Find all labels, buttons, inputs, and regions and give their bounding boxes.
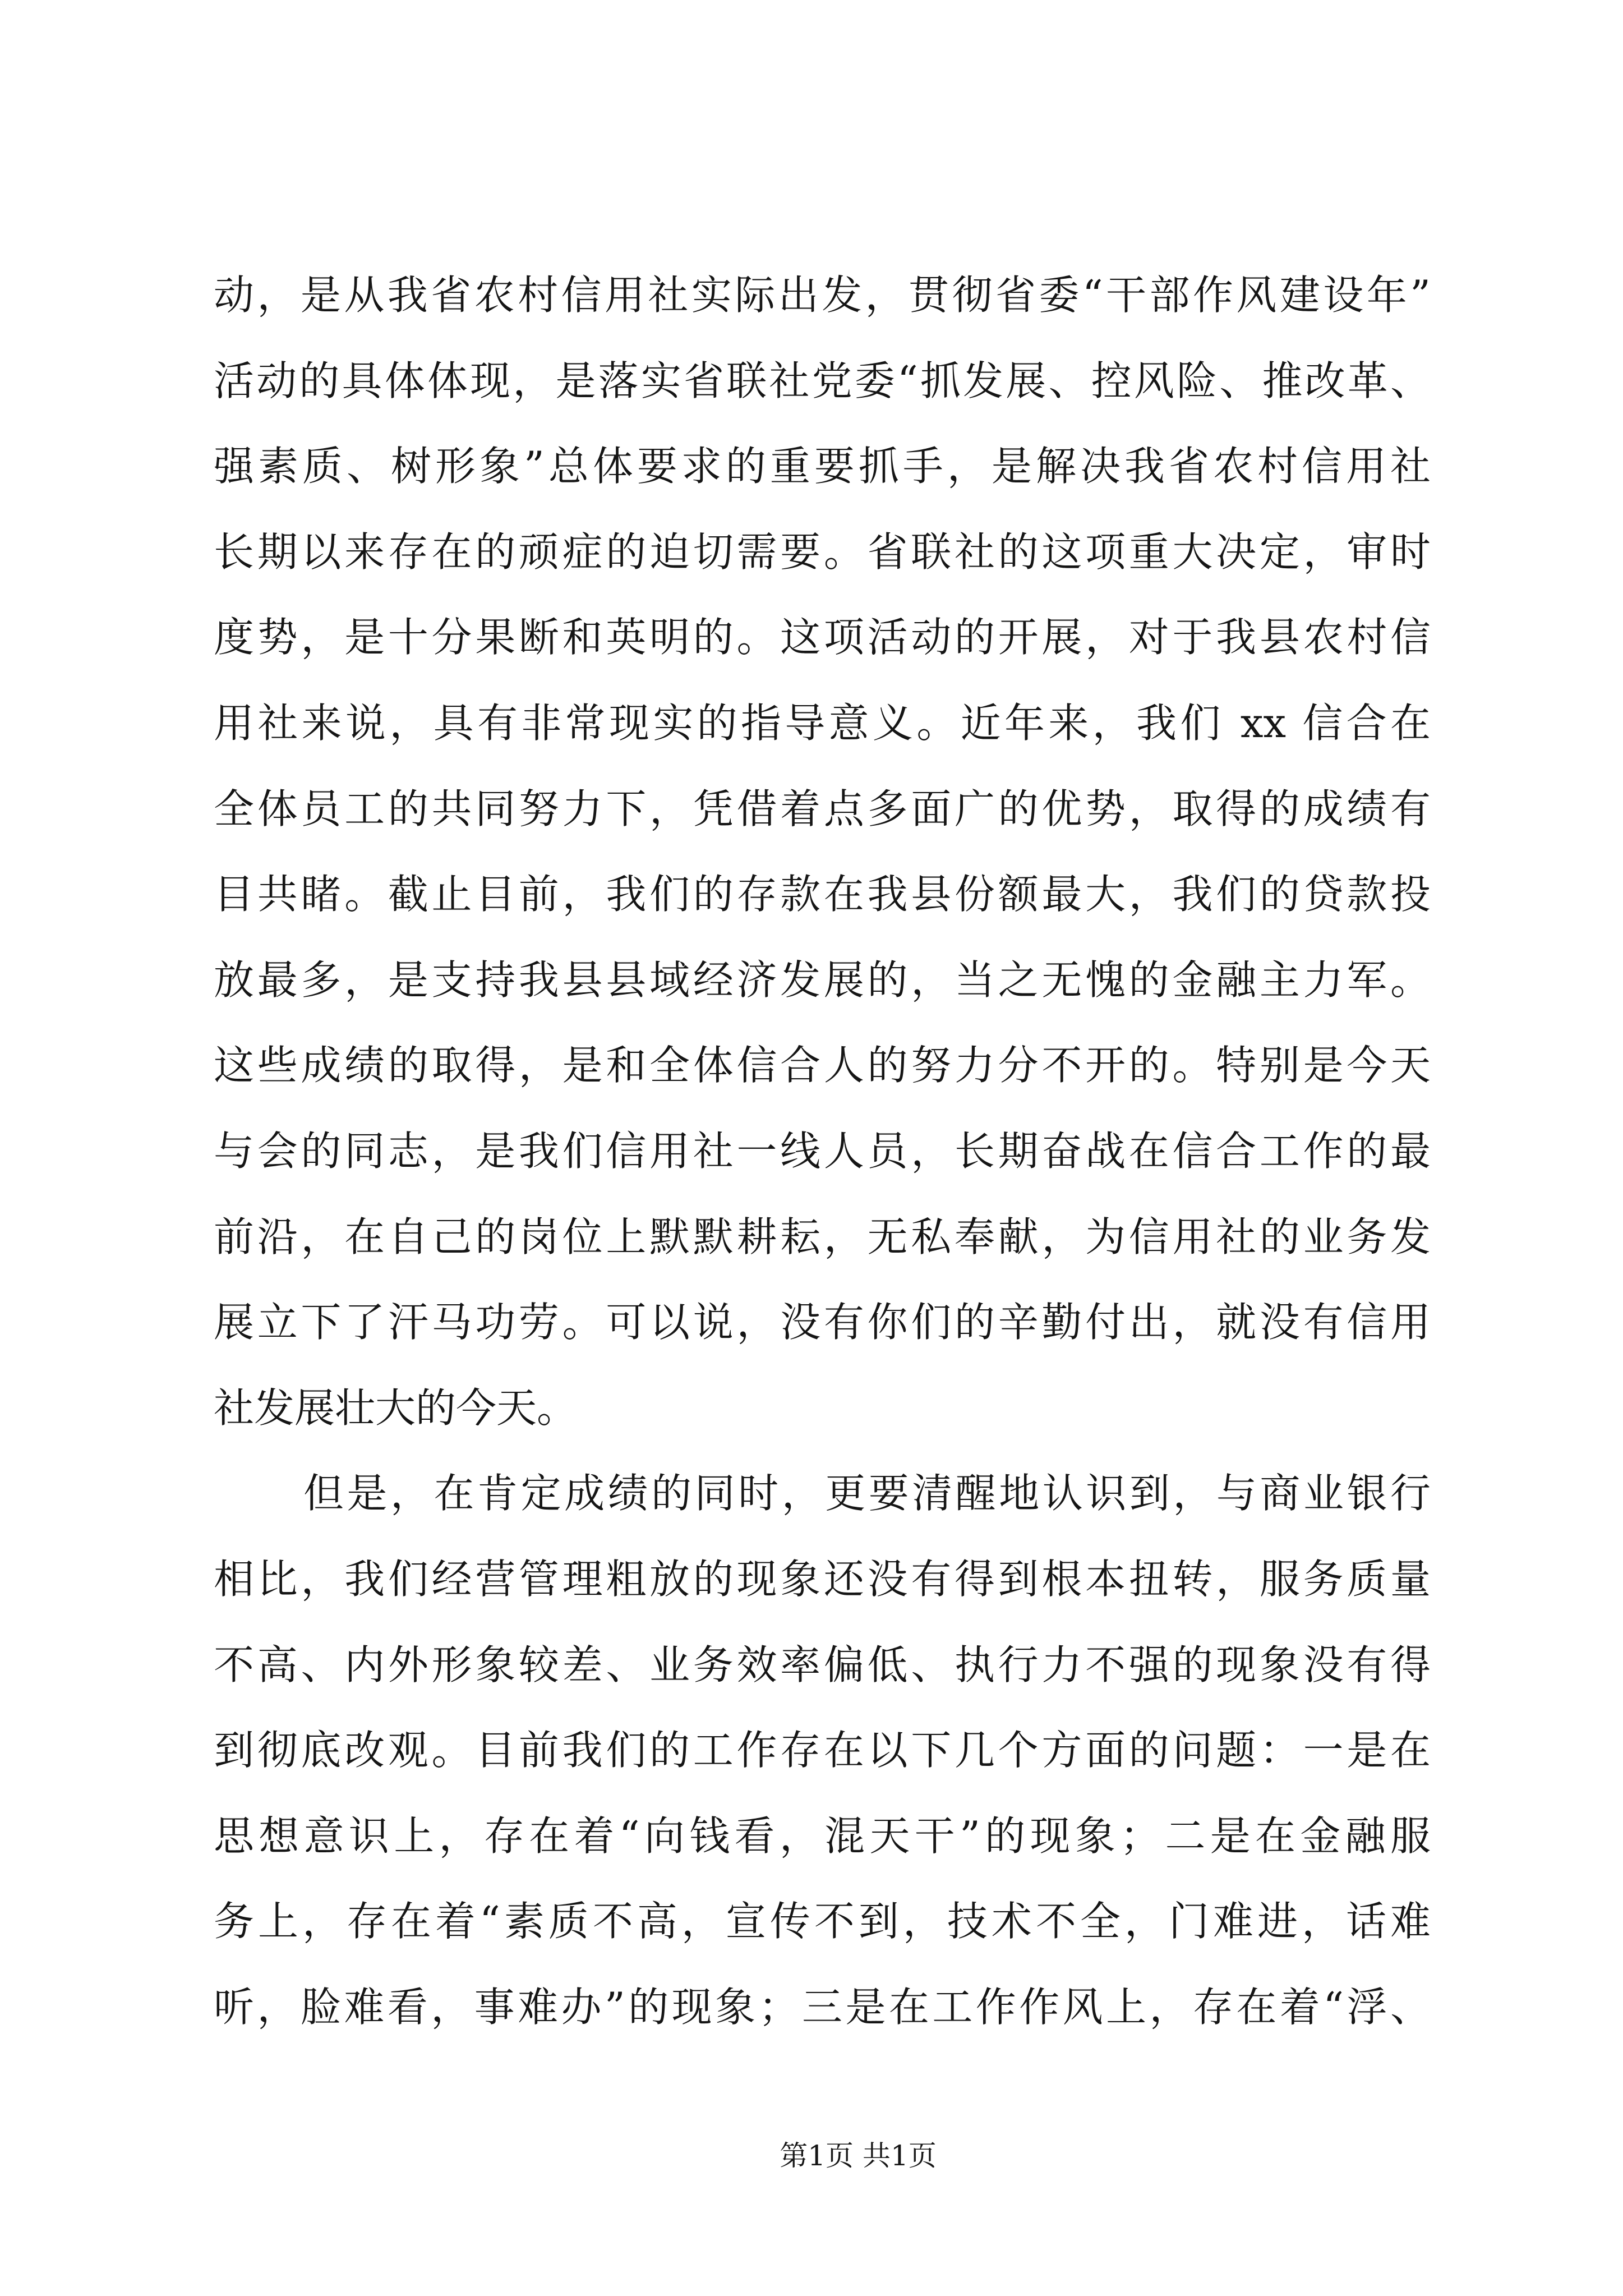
text-line: 务上，存在着“素质不高，宣传不到，技术不全，门难进，话难 (214, 1898, 1431, 1945)
text-line: 这些成绩的取得，是和全体信合人的努力分不开的。特别是今天 (214, 1042, 1431, 1089)
text-line: 相比，我们经营管理粗放的现象还没有得到根本扭转，服务质量 (214, 1555, 1431, 1603)
text-line: 强素质、树形象”总体要求的重要抓手，是解决我省农村信用社 (214, 443, 1431, 490)
text-line: 动，是从我省农村信用社实际出发，贯彻省委“干部作风建设年” (214, 272, 1431, 319)
paragraph-1 (214, 252, 1431, 1451)
text-line: 思想意识上，存在着“向钱看，混天干”的现象；二是在金融服 (214, 1812, 1431, 1860)
text-line: 社发展壮大的今天。 (214, 1384, 578, 1432)
text-line: 与会的同志，是我们信用社一线人员，长期奋战在信合工作的最 (214, 1127, 1431, 1175)
page-footer: 第1页 共1页 (780, 2139, 937, 2172)
body-text (214, 252, 1431, 2050)
text-line: 放最多，是支持我县县域经济发展的，当之无愧的金融主力军。 (214, 956, 1431, 1004)
text-line: 到彻底改观。目前我们的工作存在以下几个方面的问题：一是在 (214, 1727, 1431, 1774)
text-line: 全体员工的共同努力下，凭借着点多面广的优势，取得的成绩有 (214, 785, 1431, 832)
text-line: 目共睹。截止目前，我们的存款在我县份额最大，我们的贷款投 (214, 871, 1431, 918)
text-line: 但是，在肯定成绩的同时，更要清醒地认识到，与商业银行 (303, 1470, 1431, 1517)
text-line: 听，脸难看，事难办”的现象；三是在工作作风上，存在着“浮、 (214, 1983, 1431, 2031)
text-line: 活动的具体体现，是落实省联社党委“抓发展、控风险、推改革、 (214, 357, 1431, 404)
text-line: 不高、内外形象较差、业务效率偏低、执行力不强的现象没有得 (214, 1641, 1431, 1688)
text-line: 前沿，在自己的岗位上默默耕耘，无私奉献，为信用社的业务发 (214, 1213, 1431, 1260)
text-line: 长期以来存在的顽症的迫切需要。省联社的这项重大决定，审时 (214, 528, 1431, 576)
text-line: 展立下了汗马功劳。可以说，没有你们的辛勤付出，就没有信用 (214, 1299, 1431, 1346)
text-line: 度势，是十分果断和英明的。这项活动的开展，对于我县农村信 (214, 614, 1431, 661)
paragraph-2 (214, 1451, 1431, 2050)
text-line: 用社来说，具有非常现实的指导意义。近年来，我们 xx 信合在 (214, 699, 1431, 747)
